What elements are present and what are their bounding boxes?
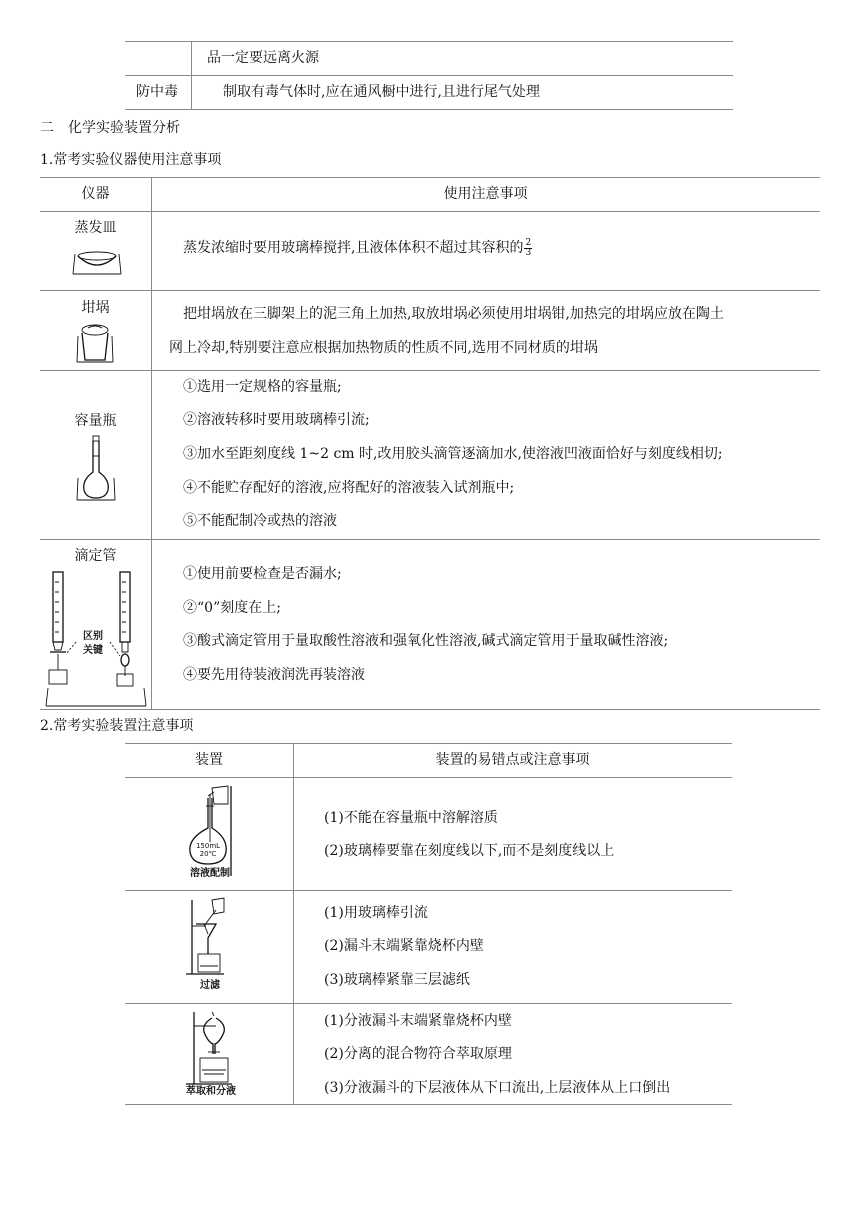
note-flask-1: ①选用一定规格的容量瓶; [183,379,342,395]
extraction-separation-icon [182,1008,242,1088]
flask-label-temp: 20℃ [199,850,217,858]
header-instrument: 仪器 [81,186,110,202]
note-crucible-line1: 把坩埚放在三脚架上的泥三角上加热,取放坩埚必须使用坩埚钳,加热完的坩埚应放在陶土 [183,306,724,322]
note-burette-3: ③酸式滴定管用于量取酸性溶液和强氧化性溶液,碱式滴定管用于量取碱性溶液; [183,633,669,649]
instrument-name-evaporating-dish: 蒸发皿 [74,220,117,236]
top-row1-text: 品一定要远离火源 [207,50,319,66]
top-row2-text: 制取有毒气体时,应在通风橱中进行,且进行尾气处理 [223,84,540,100]
note-extraction-1: (1)分液漏斗末端紧靠烧杯内壁 [324,1013,512,1029]
note-flask-2: ②溶液转移时要用玻璃棒引流; [183,412,370,428]
note-filtration-2: (2)漏斗末端紧靠烧杯内壁 [324,938,484,954]
burette-callout-1: 区别 [83,631,103,642]
note-evaporating-dish: 蒸发浓缩时要用玻璃棒搅拌,且液体体积不超过其容积的 $\frac{2}{3}$ [183,237,532,258]
note-preparation-1: (1)不能在容量瓶中溶解溶质 [324,810,498,826]
note-filtration-1: (1)用玻璃棒引流 [324,905,428,921]
filtration-icon [184,896,240,980]
note-filtration-3: (3)玻璃棒紧靠三层滤纸 [324,972,470,988]
sub2-title: 2.常考实验装置注意事项 [40,718,194,734]
fraction: $\frac{2}{3}$ [525,237,532,258]
note-preparation-2: (2)玻璃棒要靠在刻度线以下,而不是刻度线以上 [324,843,615,859]
note-flask-3: ③加水至距刻度线 1~2 cm 时,改用胶头滴管逐滴加水,使溶液凹液面恰好与刻度线相切; [183,446,723,462]
volumetric-flask-icon [74,436,118,504]
note-burette-2: ②“0”刻度在上; [183,600,281,616]
caption-solution-preparation: 溶液配制 [190,868,230,879]
crucible-icon [74,322,118,366]
caption-extraction: 萃取和分液 [186,1086,236,1097]
instrument-name-volumetric-flask: 容量瓶 [74,413,117,429]
note-flask-5: ⑤不能配制冷或热的溶液 [183,513,337,529]
note-burette-1: ①使用前要检查是否漏水; [183,566,342,582]
note-flask-4: ④不能贮存配好的溶液,应将配好的溶液装入试剂瓶中; [183,480,515,496]
note-burette-4: ④要先用待装液润洗再装溶液 [183,667,365,683]
evaporating-dish-icon [70,248,124,278]
burette-callout-2: 关键 [83,645,103,656]
note-crucible-line2: 网上冷却,特别要注意应根据加热物质的性质不同,选用不同材质的坩埚 [169,340,598,356]
instrument-name-crucible: 坩埚 [81,300,110,316]
header-notes: 使用注意事项 [443,186,528,202]
note-extraction-3: (3)分液漏斗的下层液体从下口流出,上层液体从上口倒出 [324,1080,671,1096]
sub1-title: 1.常考实验仪器使用注意事项 [40,152,222,168]
flask-label-volume: 150mL [195,842,221,850]
header-device-notes: 装置的易错点或注意事项 [435,752,590,768]
header-device: 装置 [195,752,223,768]
caption-filtration: 过滤 [200,980,220,991]
section-title: 二 化学实验装置分析 [40,120,180,136]
instrument-name-burette: 滴定管 [74,548,117,564]
note-extraction-2: (2)分离的混合物符合萃取原理 [324,1046,512,1062]
top-row2-label: 防中毒 [136,84,178,100]
